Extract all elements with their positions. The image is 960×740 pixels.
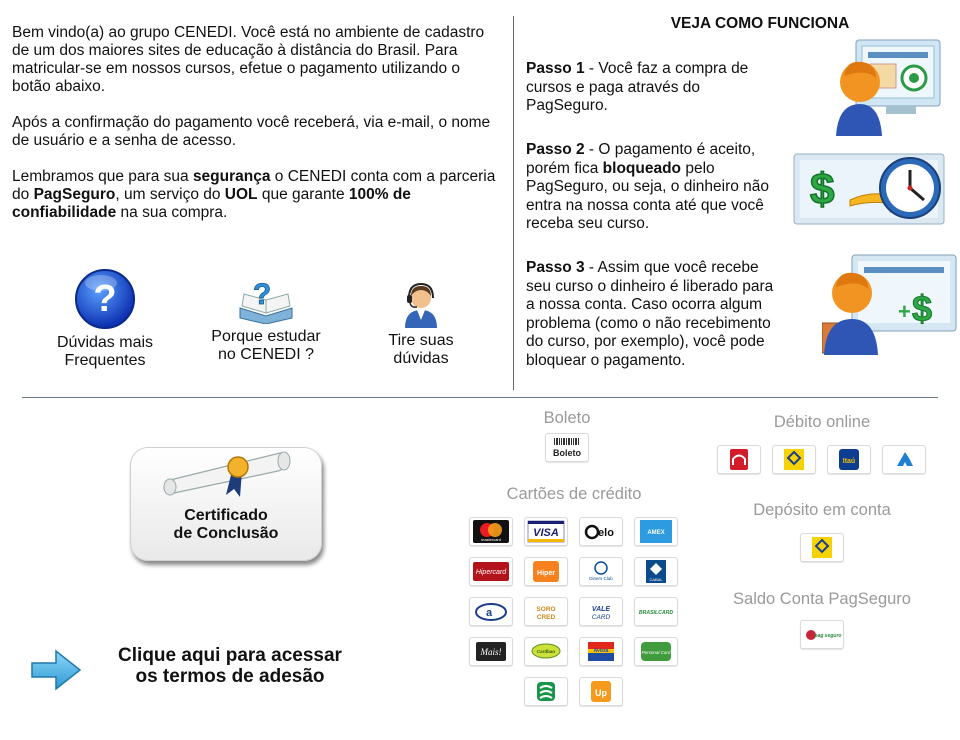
debit-title: Débito online xyxy=(773,413,871,431)
mais-option[interactable] xyxy=(469,637,513,666)
svg-text:Mais!: Mais! xyxy=(480,647,502,657)
svg-text:$: $ xyxy=(810,165,835,214)
terms-label: Clique aqui para acessar os termos de adesão xyxy=(118,645,342,687)
svg-text:VISA: VISA xyxy=(533,527,559,539)
itau-logo xyxy=(828,446,870,473)
valecard-option[interactable] xyxy=(579,597,623,626)
svg-text:Itaú: Itaú xyxy=(842,458,856,465)
cardban-option[interactable] xyxy=(524,637,568,666)
pagseguro-logo xyxy=(801,621,843,648)
deposit-title: Depósito em conta xyxy=(753,501,891,519)
intro-paragraph-1: Bem vindo(a) ao grupo CENEDI. Você está no ambiente de cadastro de um dos maiores sites de educação à distância do Brasil. Para matricular-se em nossos cursos, efetue o pagamento utilizando o botão abaixo. xyxy=(12,24,485,95)
itau-option[interactable] xyxy=(827,445,871,474)
svg-text:BRASILCARD: BRASILCARD xyxy=(638,610,674,616)
diners-logo xyxy=(580,558,622,585)
svg-text:Hiper: Hiper xyxy=(537,570,555,577)
certificate-label: Certificado de Conclusão xyxy=(173,507,279,542)
diners-option[interactable] xyxy=(579,557,623,586)
banco-do-brasil-option[interactable] xyxy=(772,445,816,474)
mais-logo xyxy=(470,638,512,665)
avista-option[interactable] xyxy=(579,637,623,666)
cardban-logo xyxy=(525,638,567,665)
intro-paragraph-2: Após a confirmação do pagamento você receberá, via e-mail, o nome de usuário e a senha de acesso. xyxy=(12,114,491,149)
support-label: Tire suas dúvidas xyxy=(388,332,454,367)
banrisul-option[interactable] xyxy=(882,445,926,474)
step-1-computer-user-icon xyxy=(836,38,942,136)
svg-text:pag seguro: pag seguro xyxy=(814,633,842,639)
cabal-logo xyxy=(635,558,677,585)
svg-text:AMEX: AMEX xyxy=(647,530,665,536)
svg-text:CRED: CRED xyxy=(536,614,556,621)
hiper-logo xyxy=(525,558,567,585)
intro-paragraph-3: Lembramos que para sua segurança o CENEDI conta com a parceria do PagSeguro, um serviço do UOL que garante 100% de confiabilidade na sua compra. xyxy=(12,168,496,221)
svg-text:?: ? xyxy=(93,278,117,320)
elo-logo xyxy=(580,518,622,545)
boleto-option[interactable] xyxy=(545,433,589,462)
svg-text:Hipercard: Hipercard xyxy=(475,569,507,576)
why-study-label: Porque estudar no CENEDI ? xyxy=(211,328,321,363)
visa-option[interactable] xyxy=(524,517,568,546)
svg-text:+: + xyxy=(898,299,911,324)
up-option[interactable] xyxy=(579,677,623,706)
horizontal-divider xyxy=(22,397,938,398)
sorocred-logo xyxy=(525,598,567,625)
svg-text:Diners Club: Diners Club xyxy=(589,576,613,581)
banrisul-logo xyxy=(883,446,925,473)
support-link[interactable] xyxy=(375,280,467,368)
elo-option[interactable] xyxy=(579,517,623,546)
svg-text:?: ? xyxy=(252,280,272,311)
up-logo xyxy=(580,678,622,705)
aura-logo xyxy=(470,598,512,625)
valecard-logo xyxy=(580,598,622,625)
deposit-banco-do-brasil-option[interactable] xyxy=(800,533,844,562)
support-agent-icon xyxy=(399,280,443,328)
avista-logo xyxy=(580,638,622,665)
cabal-option[interactable] xyxy=(634,557,678,586)
certificate-button[interactable] xyxy=(130,447,322,565)
pagseguro-balance-option[interactable] xyxy=(800,620,844,649)
diploma-icon xyxy=(162,441,292,501)
svg-text:mastercard: mastercard xyxy=(480,537,502,542)
banco-do-brasil-logo xyxy=(773,446,815,473)
step-2: Passo 2 - O pagamento é aceito, porém fica bloqueado pelo PagSeguro, ou seja, o dinheiro não entra na nossa conta até que você receba seu curso. xyxy=(526,141,770,233)
step-3: Passo 3 - Assim que você recebe seu curso o dinheiro é liberado para a nossa conta. Caso ocorra algum problema (como o não recebimento do curso, por exemplo), você pode bloquear o pagamento. xyxy=(526,259,774,369)
hipercard-option[interactable] xyxy=(469,557,513,586)
step-1: Passo 1 - Você faz a compra de cursos e paga através do PagSeguro. xyxy=(526,60,749,115)
svg-text:CABAL: CABAL xyxy=(649,577,663,582)
boleto-title: Boleto xyxy=(543,409,591,427)
brasilcard-option[interactable] xyxy=(634,597,678,626)
svg-text:Up: Up xyxy=(595,688,607,698)
step-2-money-clock-icon xyxy=(792,150,946,226)
mastercard-option[interactable] xyxy=(469,517,513,546)
bradesco-logo xyxy=(718,446,760,473)
cards-title: Cartões de crédito xyxy=(506,485,642,503)
svg-text:Boleto: Boleto xyxy=(553,448,581,458)
book-question-icon xyxy=(236,280,296,324)
amex-option[interactable] xyxy=(634,517,678,546)
hiper-option[interactable] xyxy=(524,557,568,586)
balance-title: Saldo Conta PagSeguro xyxy=(733,590,911,608)
sorocred-option[interactable] xyxy=(524,597,568,626)
arrow-right-icon xyxy=(30,647,82,693)
svg-text:Personal Card: Personal Card xyxy=(641,650,671,655)
personal-card-option[interactable] xyxy=(634,637,678,666)
barcode-icon xyxy=(546,434,588,461)
svg-text:SORO: SORO xyxy=(536,606,556,613)
vertical-divider xyxy=(513,16,514,390)
mastercard-logo xyxy=(470,518,512,545)
amex-logo xyxy=(635,518,677,545)
svg-text:Cardban: Cardban xyxy=(536,649,556,654)
step-3-user-money-icon xyxy=(822,253,958,355)
green-card-logo xyxy=(525,678,567,705)
personal-card-logo xyxy=(635,638,677,665)
bradesco-option[interactable] xyxy=(717,445,761,474)
deposit-banco-do-brasil-logo xyxy=(801,534,843,561)
svg-text:a: a xyxy=(485,607,493,619)
how-it-works-title: VEJA COMO FUNCIONA xyxy=(670,15,850,32)
intro-text xyxy=(12,24,502,240)
generic-green-card-option[interactable] xyxy=(524,677,568,706)
svg-text:Avista: Avista xyxy=(593,648,609,654)
faq-link[interactable] xyxy=(46,268,164,370)
svg-text:VALE: VALE xyxy=(591,606,611,613)
aura-option[interactable] xyxy=(469,597,513,626)
hipercard-logo xyxy=(470,558,512,585)
svg-text:elo: elo xyxy=(598,527,614,539)
why-study-link[interactable] xyxy=(200,280,332,364)
brasilcard-logo xyxy=(635,598,677,625)
question-icon xyxy=(74,268,136,330)
faq-label: Dúvidas mais Frequentes xyxy=(56,334,154,369)
svg-text:CARD: CARD xyxy=(591,614,611,621)
svg-text:$: $ xyxy=(912,288,933,329)
visa-logo xyxy=(525,518,567,545)
